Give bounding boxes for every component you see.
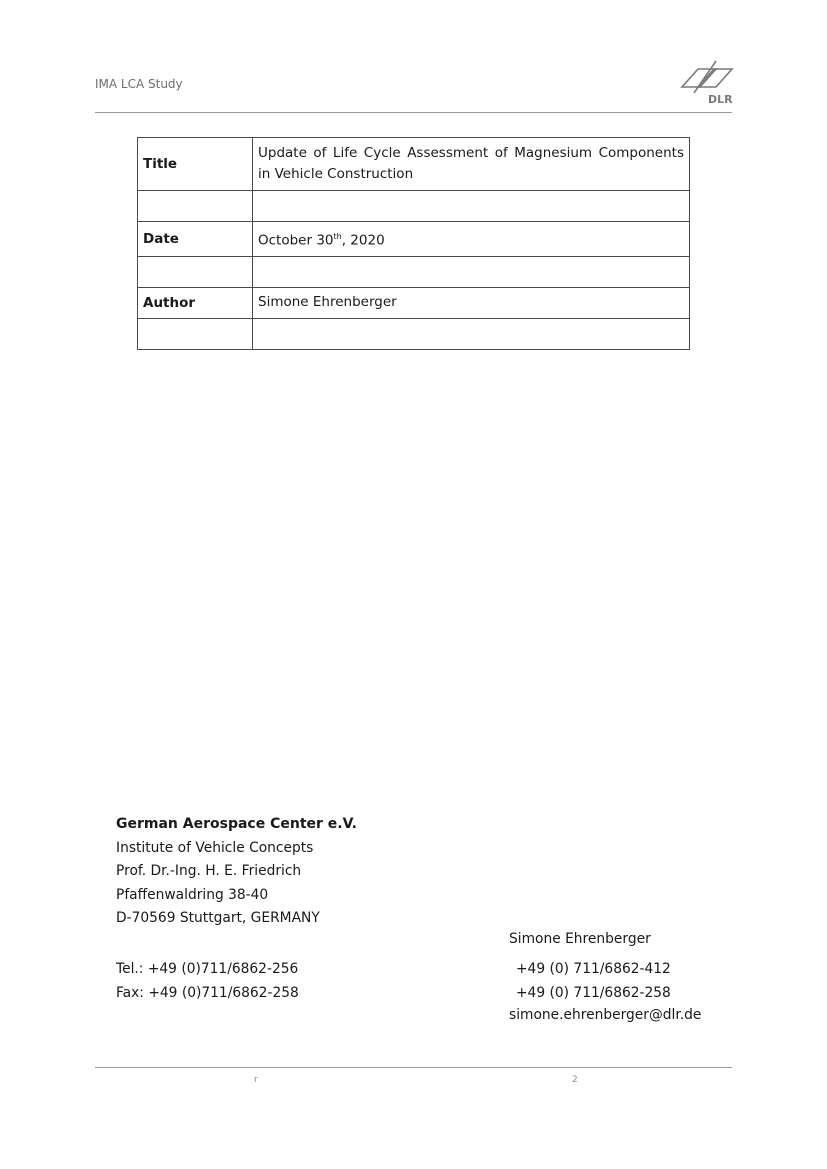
dlr-logo-icon [680,60,734,106]
table-row [138,222,690,257]
organization-name: German Aerospace Center e.V. [116,816,357,832]
table-row-empty [138,256,690,287]
document-info-table [137,137,690,350]
table-row [138,138,690,191]
street-address: Pfaffenwaldring 38-40 [116,886,269,903]
footer-divider [95,1067,732,1068]
contact-phones [516,957,671,1005]
title-value: Update of Life Cycle Assessment of Magnesium Components in Vehicle Construction [253,138,690,191]
organization-fax: Fax: +49 (0)711/6862-258 [116,985,299,1001]
dlr-logo-text: DLR [708,93,733,106]
organization-tel: Tel.: +49 (0)711/6862-256 [116,961,299,977]
institute-head: Prof. Dr.-Ing. H. E. Friedrich [116,863,302,879]
running-header-title: IMA LCA Study [95,77,183,91]
contact-tel: +49 (0) 711/6862-412 [516,961,671,977]
organization-phones [116,957,299,1005]
contact-person-name: Simone Ehrenberger [509,931,651,947]
contact-fax: +49 (0) 711/6862-258 [516,985,671,1001]
footer-mark: r [254,1075,258,1085]
contact-email-link[interactable]: simone.ehrenberger@dlr.de [509,1007,702,1023]
table-row-empty [138,318,690,349]
header-divider [95,112,732,113]
page-number: 2 [572,1075,578,1085]
title-label: Title [138,138,253,191]
date-label: Date [138,222,253,257]
table-row [138,287,690,318]
organization-address [116,813,357,931]
author-label: Author [138,287,253,318]
city-address: D-70569 Stuttgart, GERMANY [116,910,320,926]
table-row-empty [138,191,690,222]
author-value: Simone Ehrenberger [253,287,690,318]
institute-name: Institute of Vehicle Concepts [116,839,314,856]
date-value: October 30th, 2020 [253,222,690,257]
